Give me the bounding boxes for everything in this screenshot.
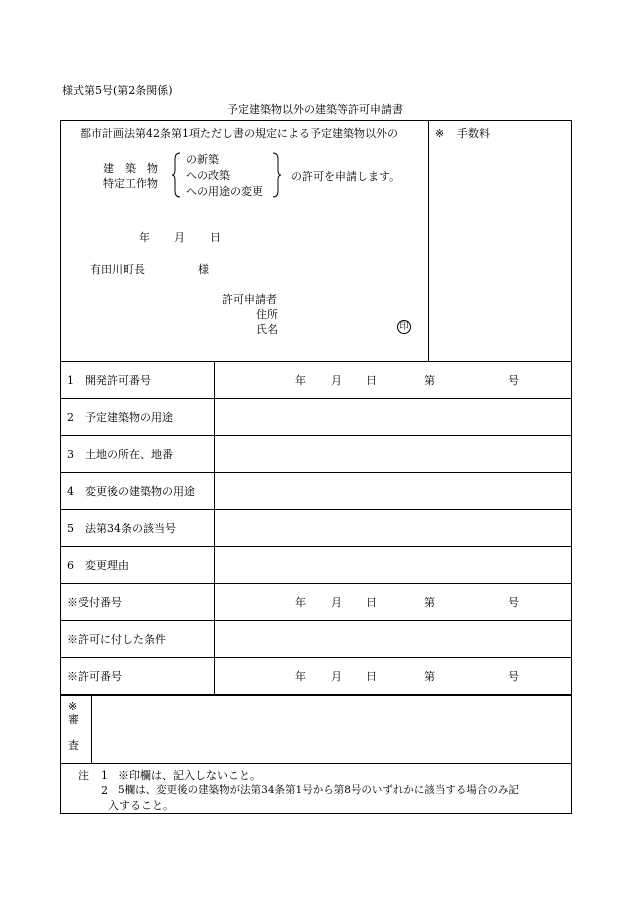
- date-year-label: 年: [139, 231, 150, 244]
- table-row-label: ※許可番号: [67, 670, 122, 683]
- table-row-value-field[interactable]: [215, 436, 571, 472]
- fee-label: 手数料: [457, 127, 490, 140]
- table-row-label: 1 開発許可番号: [67, 374, 151, 387]
- note-2-number: 2: [101, 784, 108, 797]
- row-date-day: 日: [366, 596, 377, 609]
- row-date-month: 月: [331, 670, 342, 683]
- note-2-text-line1: 5欄は、変更後の建築物が法第34条第1号から第8号のいずれかに該当する場合のみ記: [118, 784, 519, 796]
- intro-line: 都市計画法第42条第1項ただし書の規定による予定建築物以外の: [80, 127, 398, 140]
- row-date-month: 月: [331, 374, 342, 387]
- note-1-text: ※印欄は、記入しないこと。: [118, 769, 261, 782]
- table-row-label: 6 変更理由: [67, 559, 129, 572]
- review-char-2: 査: [68, 739, 79, 752]
- table-column-divider: [214, 362, 215, 399]
- subject-building: 建 築 物: [103, 162, 158, 175]
- request-text: の許可を申請します。: [291, 170, 401, 183]
- table-row-label: 4 変更後の建築物の用途: [67, 485, 195, 498]
- row-date-month: 月: [331, 596, 342, 609]
- table-column-divider: [214, 658, 215, 695]
- table-row-value-field[interactable]: [215, 621, 571, 657]
- note-2-text-line2: 入すること。: [108, 799, 174, 812]
- row-date-dai: 第: [424, 670, 435, 683]
- table-row-value-field[interactable]: [215, 510, 571, 546]
- row-date-dai: 第: [424, 374, 435, 387]
- table-row-value-field[interactable]: [215, 547, 571, 583]
- review-top-border: [60, 695, 572, 696]
- notes-prefix: 注: [78, 769, 89, 782]
- right-brace: [272, 152, 282, 198]
- date-month-label: 月: [174, 231, 185, 244]
- note-1-number: 1: [101, 769, 108, 782]
- table-row-value-field[interactable]: [215, 399, 571, 435]
- row-date-day: 日: [366, 670, 377, 683]
- applicant-label: 許可申請者: [222, 293, 277, 306]
- addressee-suffix: 様: [198, 263, 209, 276]
- addressee: 有田川町長: [90, 263, 145, 276]
- row-date-go: 号: [508, 596, 519, 609]
- name-label: 氏名: [256, 323, 278, 336]
- table-column-divider: [214, 584, 215, 621]
- seal-mark: 印: [397, 320, 411, 334]
- option-new-build: の新築: [186, 153, 219, 166]
- option-rebuild: への改築: [186, 169, 230, 182]
- table-row-label: 3 土地の所在、地番: [67, 448, 173, 461]
- table-row-border: [60, 583, 572, 584]
- review-label-divider: [91, 695, 92, 763]
- table-row-label: 5 法第34条の該当号: [67, 522, 176, 535]
- table-row-border: [60, 657, 572, 658]
- address-label: 住所: [256, 308, 278, 321]
- subject-structure: 特定工作物: [103, 177, 158, 190]
- row-date-dai: 第: [424, 596, 435, 609]
- fee-mark: ※: [435, 127, 445, 140]
- review-mark: ※: [68, 700, 78, 713]
- review-bottom-border: [60, 763, 572, 764]
- fee-column-divider: [428, 120, 429, 362]
- table-row-label: ※受付番号: [67, 596, 122, 609]
- row-date-go: 号: [508, 374, 519, 387]
- table-row-label: 2 予定建築物の用途: [67, 411, 173, 424]
- table-row-value-field[interactable]: [215, 473, 571, 509]
- row-date-year: 年: [295, 374, 306, 387]
- row-date-day: 日: [366, 374, 377, 387]
- left-brace: [172, 152, 182, 198]
- row-date-go: 号: [508, 670, 519, 683]
- row-date-year: 年: [295, 670, 306, 683]
- row-date-year: 年: [295, 596, 306, 609]
- review-char-1: 審: [68, 713, 79, 726]
- top-section-bottom-border: [60, 361, 572, 362]
- option-use-change: への用途の変更: [186, 185, 263, 198]
- form-title: 予定建築物以外の建築等許可申請書: [227, 103, 403, 116]
- table-row-label: ※許可に付した条件: [67, 633, 166, 646]
- date-day-label: 日: [210, 231, 221, 244]
- form-number-label: 様式第5号(第2条関係): [62, 84, 173, 97]
